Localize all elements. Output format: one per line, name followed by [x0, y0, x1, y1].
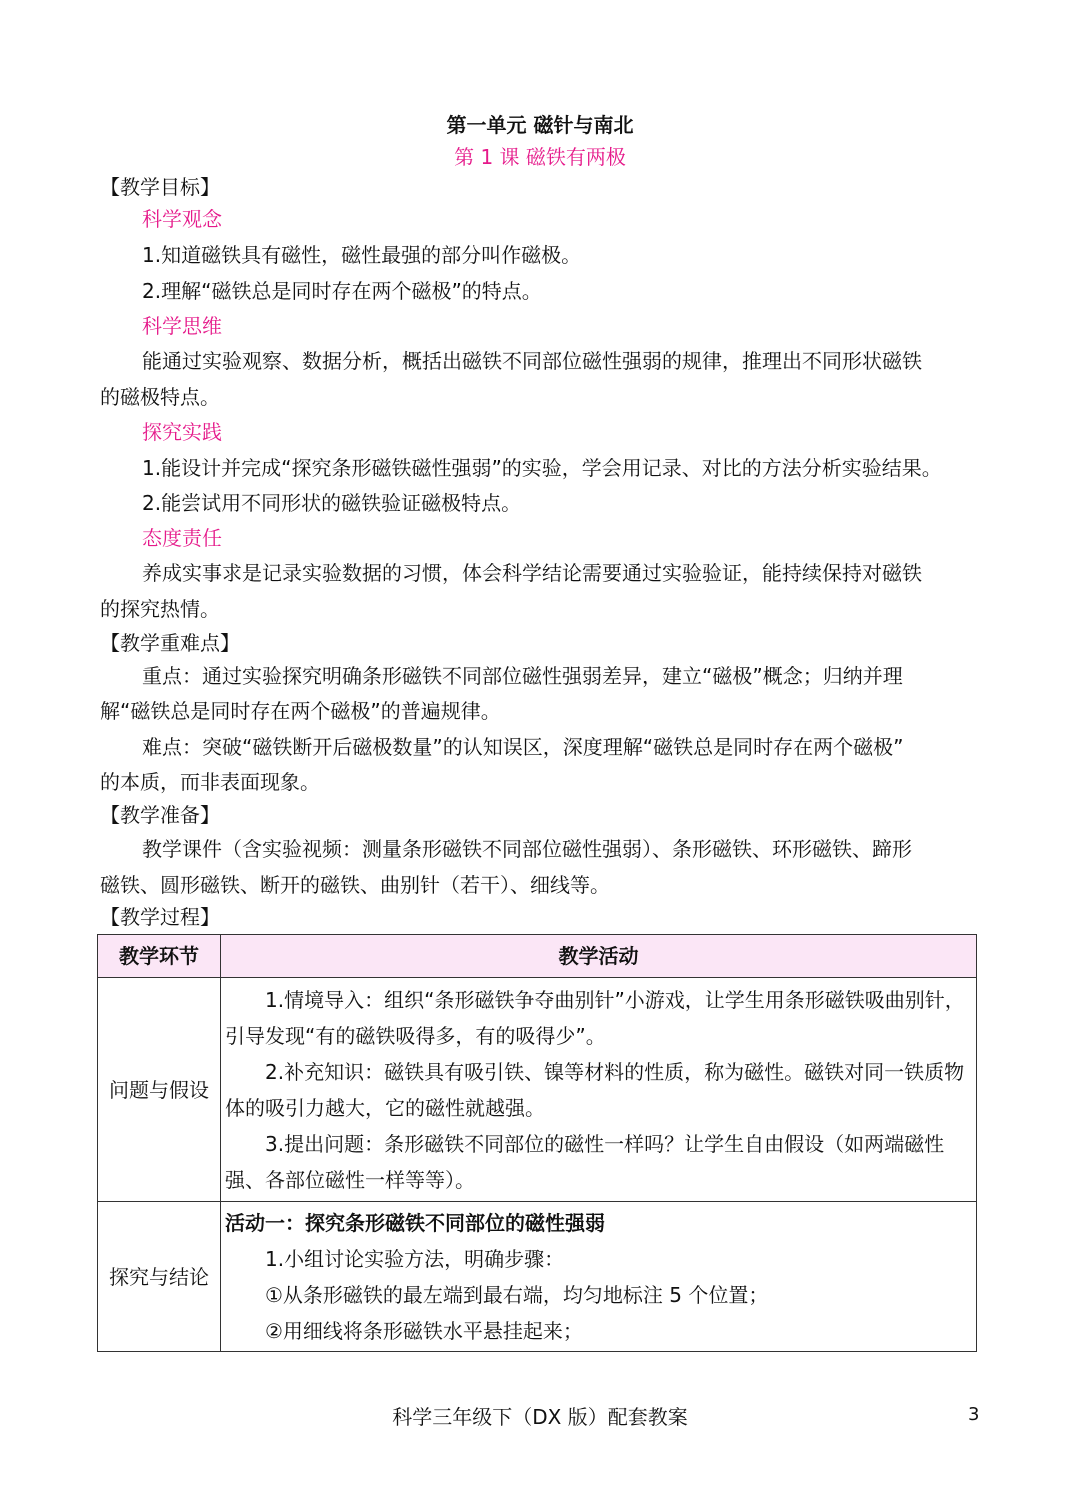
thinking-text-line2: 的磁极特点。: [100, 385, 220, 409]
practice-item-1: 1.能设计并完成“探究条形磁铁磁性强弱”的实验，学会用记录、对比的方法分析实验结果。: [142, 456, 942, 480]
table-row: [98, 1202, 977, 1352]
key-point-line2: 解“磁铁总是同时存在两个磁极”的普遍规律。: [100, 699, 501, 723]
activity-paragraph: 3.提出问题：条形磁铁不同部位的磁性一样吗？让学生自由假设（如两端磁性强、各部位磁性一样等等）。: [225, 1131, 945, 1192]
activity-paragraph: 2.补充知识：磁铁具有吸引铁、镍等材料的性质，称为磁性。磁铁对同一铁质物体的吸引力越大，它的磁性就越强。: [225, 1059, 965, 1120]
key-point-line1: 重点：通过实验探究明确条形磁铁不同部位磁性强弱差异，建立“磁极”概念；归纳并理: [142, 664, 903, 688]
lesson-title: 第 1 课 磁铁有两极: [454, 145, 626, 169]
difficulty-line1: 难点：突破“磁铁断开后磁极数量”的认知误区，深度理解“磁铁总是同时存在两个磁极”: [142, 735, 904, 759]
activity-step: 1.小组讨论实验方法，明确步骤：: [265, 1246, 565, 1271]
process-heading: 【教学过程】: [100, 905, 220, 929]
footer-text: 科学三年级下（DX 版）配套教案: [392, 1405, 688, 1429]
table-header-row: [98, 935, 977, 978]
teaching-process-table: [97, 934, 977, 1352]
thinking-text-line1: 能通过实验观察、数据分析，概括出磁铁不同部位磁性强弱的规律，推理出不同形状磁铁: [142, 349, 922, 373]
page-number: 3: [968, 1404, 980, 1425]
stage-cell: 探究与结论: [98, 1202, 221, 1352]
difficulty-line2: 的本质，而非表面现象。: [100, 770, 320, 794]
concept-item-2: 2.理解“磁铁总是同时存在两个磁极”的特点。: [142, 279, 542, 303]
activity-cell: [221, 978, 977, 1202]
preparation-line2: 磁铁、圆形磁铁、断开的磁铁、曲别针（若干）、细线等。: [100, 873, 610, 897]
practice-label: 探究实践: [142, 420, 222, 444]
activity-paragraph: 1.情境导入：组织“条形磁铁争夺曲别针”小游戏，让学生用条形磁铁吸曲别针，引导发现“有的磁铁吸得多，有的吸得少”。: [225, 987, 965, 1048]
thinking-label: 科学思维: [142, 314, 222, 338]
table-row: [98, 978, 977, 1202]
concept-label: 科学观念: [142, 207, 222, 231]
attitude-text-line2: 的探究热情。: [100, 597, 220, 621]
objectives-heading: 【教学目标】: [100, 175, 220, 199]
header-activity: 教学活动: [221, 935, 977, 978]
activity-cell: [221, 1202, 977, 1352]
activity-step: ②用细线将条形磁铁水平悬挂起来；: [265, 1318, 583, 1343]
preparation-line1: 教学课件（含实验视频：测量条形磁铁不同部位磁性强弱）、条形磁铁、环形磁铁、蹄形: [142, 837, 912, 861]
attitude-text-line1: 养成实事求是记录实验数据的习惯，体会科学结论需要通过实验验证，能持续保持对磁铁: [142, 561, 922, 585]
concept-item-1: 1.知道磁铁具有磁性，磁性最强的部分叫作磁极。: [142, 243, 582, 267]
stage-cell: 问题与假设: [98, 978, 221, 1202]
key-points-heading: 【教学重难点】: [100, 631, 240, 655]
header-stage: 教学环节: [98, 935, 221, 978]
activity-step: ①从条形磁铁的最左端到最右端，均匀地标注 5 个位置；: [265, 1282, 769, 1307]
preparation-heading: 【教学准备】: [100, 803, 220, 827]
practice-item-2: 2.能尝试用不同形状的磁铁验证磁极特点。: [142, 491, 522, 515]
unit-title: 第一单元 磁针与南北: [446, 113, 634, 137]
attitude-label: 态度责任: [142, 526, 222, 550]
activity-title: 活动一：探究条形磁铁不同部位的磁性强弱: [225, 1210, 605, 1235]
